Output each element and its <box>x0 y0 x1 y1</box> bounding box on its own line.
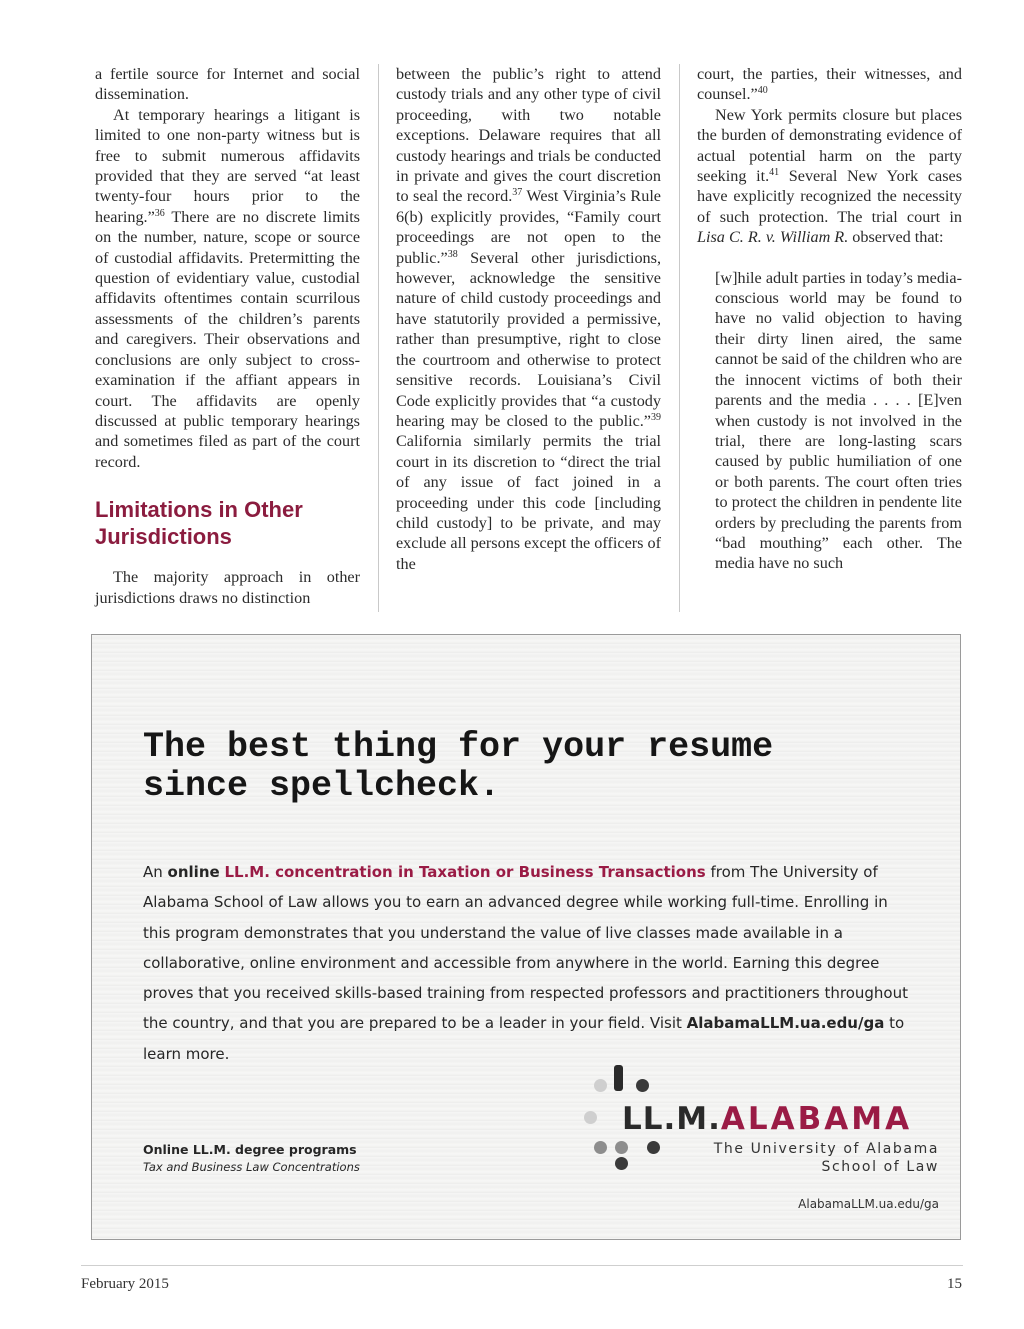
logo-dot <box>584 1111 597 1124</box>
article-column-3 <box>697 64 962 574</box>
text-run: Several New York cases have explicitly recognized the necessity of such protection. The trial court in <box>697 167 962 226</box>
paragraph: The majority approach in other jurisdictions draws no distinction <box>95 568 360 607</box>
text-run: to learn more. <box>143 1014 905 1063</box>
ad-tagline <box>143 1141 360 1175</box>
column-divider <box>378 64 379 612</box>
text-run: Several other jurisdictions, however, acknowledge the sensitive nature of child custody proceedings and have statutorily provided a permissive, rather than presumptive, right to close the courtroom and otherwise to protect sensitive records. Louisiana’s Civil Code explicitly provides that “a custody hearing may be closed to the public.” <box>396 248 661 430</box>
text-run: An <box>143 863 168 881</box>
paragraph: a fertile source for Internet and social dissemination. <box>95 65 360 104</box>
paragraph <box>396 64 661 574</box>
text-run: observed that: <box>848 228 944 247</box>
ad-headline <box>143 728 903 806</box>
text-run: At temporary hearings a litigant is limited to one non-party witness but is free to submit numerous affidavits provided that they are served “at least twenty-four hours prior to the hearing.” <box>95 105 360 226</box>
text-run: New York permits closure but places the burden of demonstrating evidence of actual potential harm on the party seeking it. <box>697 105 962 186</box>
logo-dot <box>636 1079 649 1092</box>
paragraph <box>697 105 962 248</box>
text-run: West Virginia’s Rule 6(b) explicitly provides, “Family court proceedings are not open to the public.” <box>396 187 661 267</box>
ad-headline-line-1: The best thing for your resume <box>143 727 774 767</box>
logo-subtitle-line-2: School of Law <box>821 1159 939 1175</box>
logo-bar <box>614 1065 623 1091</box>
text-run: California similarly permits the trial court in its discretion to “direct the trial of any issue of fact joined in a proceeding under this code [including child custody] to be private, and may exclude all persons except the officers of the <box>396 432 661 573</box>
paragraph <box>95 105 360 472</box>
concentration-highlight: LL.M. concentration in Taxation or Business Transactions <box>224 863 706 881</box>
logo-dot <box>647 1141 660 1154</box>
logo-subtitle-line-1: The University of Alabama <box>713 1141 939 1157</box>
text-run: There are no discrete limits on the number, nature, scope or source of custodial affidavits. Pretermitting the question of evidentiary value, custodial affidavits oftentimes contain scurrilous assessments of the children’s parents and caregivers. Their observations and conclusions are only subject to cross-examination if the affiant appears in court. The affidavits are openly discussed at public temporary hearings and sometimes filed as part of the court record. <box>95 207 360 471</box>
footnote-marker: 36 <box>154 207 165 219</box>
footnote-marker: 41 <box>769 167 780 179</box>
logo-dot <box>594 1079 607 1092</box>
text-run: online <box>167 863 220 881</box>
footer-divider <box>81 1265 963 1266</box>
article-column-2 <box>396 64 661 574</box>
case-name: Lisa C. R. v. William R. <box>697 228 849 247</box>
ad-body <box>143 857 913 1069</box>
logo-alabama-text: ALABAMA <box>720 1101 913 1137</box>
page-number: 15 <box>947 1276 962 1292</box>
logo-subtitle <box>714 1140 939 1176</box>
logo-url-link[interactable]: AlabamaLLM.ua.edu/ga <box>798 1197 939 1211</box>
footnote-marker: 40 <box>757 85 768 97</box>
block-quote: [w]hile adult parties in today’s media-conscious world may be found to have no valid objection to having their dirty linen aired, the same cannot be said of the children who are the innocent victims of both their parents and the media . . . . [E]ven when custody is not involved in the trial, there are long-lasting scars caused by public humiliation of one or both parents. The court often tries to protect the children in pendente lite orders by precluding the parents from “bad mouthing” each other. The media have no such <box>715 268 962 573</box>
article-column-1 <box>95 64 360 608</box>
text-run: court, the parties, their witnesses, and counsel.” <box>697 65 962 104</box>
section-heading: Limitations in Other Jurisdictions <box>95 497 303 550</box>
advertisement <box>91 634 961 1240</box>
ad-headline-line-2: since spellcheck. <box>143 766 501 806</box>
column-divider <box>679 64 680 612</box>
llm-alabama-logo <box>622 1101 912 1137</box>
text-run: between the public’s right to attend custody trials and any other type of civil proceeding, with two notable exceptions. Delaware requires that all custody hearings and trials be conducted in private and gives the court discretion to seal the record. <box>396 65 661 206</box>
ad-url-link[interactable]: AlabamaLLM.ua.edu/ga <box>686 1014 885 1033</box>
footer-date: February 2015 <box>81 1276 169 1292</box>
footnote-marker: 38 <box>447 248 458 260</box>
logo-dot <box>615 1157 628 1170</box>
footnote-marker: 37 <box>512 187 523 199</box>
footnote-marker: 39 <box>651 411 661 423</box>
tagline-subtitle: Tax and Business Law Concentrations <box>143 1160 360 1174</box>
text-run: from The University of Alabama School of Law allows you to earn an advanced degree while working full-time. Enrolling in this program demonstrates that you understand the value of live classes made available in a collaborative, online environment and accessible from anywhere in the world. Earning this degree proves that you received skills-based training from respected professors and practitioners throughout the country, and that you are prepared to be a leader in your field. Visit <box>143 863 908 1033</box>
logo-llm-text: LL.M. <box>622 1101 721 1137</box>
paragraph <box>697 64 962 105</box>
tagline-title: Online LL.M. degree programs <box>143 1142 357 1157</box>
logo-dot <box>615 1141 628 1154</box>
logo-dot <box>594 1141 607 1154</box>
